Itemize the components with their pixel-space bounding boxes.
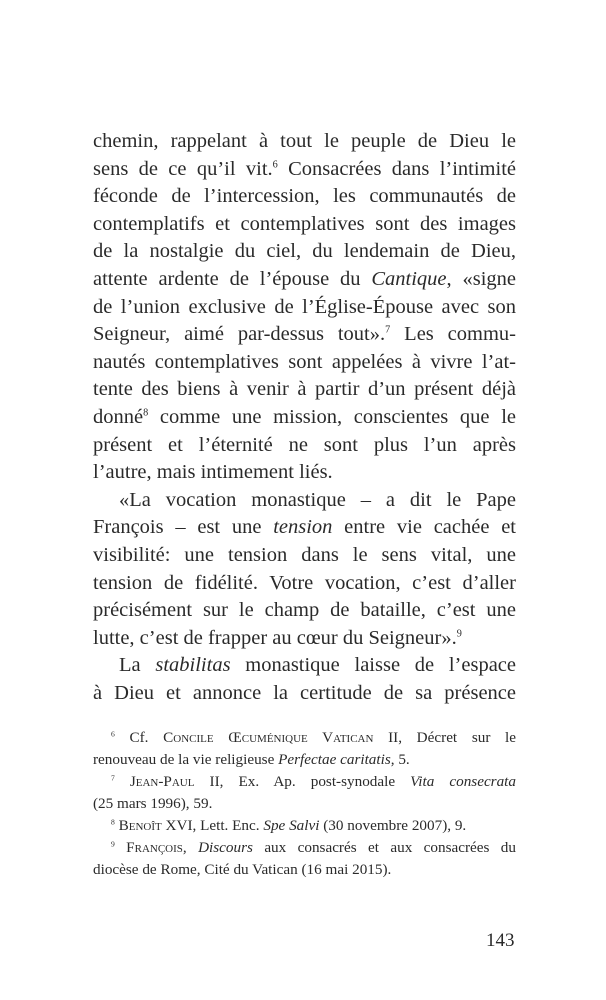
text-line [93,294,516,322]
text-line [93,815,516,837]
text-line [93,771,516,793]
text-segment: «La vocation monastique – a dit le Pape [119,488,516,511]
text-segment: , 5. [390,751,410,768]
text-line [93,156,516,184]
italic-text: stabilitas [155,654,231,677]
text-line [93,376,516,404]
text-segment: , [182,839,199,856]
text-segment: lutte, c’est de frapper au cœur du Seigneur». [93,626,457,649]
text-segment: de l’union exclusive de l’Église-Épouse avec son [93,295,516,318]
text-segment: Seigneur, aimé par-dessus tout». [93,323,386,346]
text-segment: tension de fidélité. Votre vocation, c’est d’aller [93,571,516,594]
footnote-marker: 6 [111,729,115,739]
text-line [93,570,516,598]
text-segment: visibilité: une tension dans le sens vital, une [93,543,516,566]
italic-text: Discours [198,839,253,856]
text-segment: II, Décret sur le [373,729,517,746]
text-segment: tente des biens à venir à partir d’un présent déjà [93,378,516,401]
text-line [93,432,516,460]
text-line [93,793,516,815]
footnote-marker: 8 [143,407,149,419]
text-line [93,727,516,749]
text-segment: comme une mission, conscientes que le [148,405,516,428]
text-segment: monastique laisse de l’espace [230,654,516,677]
text-segment: précisément sur le champ de bataille, c’est une [93,599,516,622]
italic-text: Spe Salvi [263,817,320,834]
footnote-marker: 9 [456,628,462,639]
text-line [93,183,516,211]
text-segment: Consacrées dans l’intimité [277,157,516,180]
footnote-marker: 7 [385,324,391,336]
page-number: 143 [486,930,515,951]
text-line [93,266,516,294]
footnotes [93,727,516,881]
text-segment: sens de ce qu’il vit. [93,157,273,180]
italic-text: Vita consecrata [410,773,516,790]
text-segment: La [119,654,156,677]
text-segment: Cf. [114,729,164,746]
text-segment: aux consacrés et aux consacrées du [252,839,516,856]
text-line [93,514,516,542]
text-segment: XVI, Lett. Enc. [161,817,264,834]
footnote [93,771,516,815]
text-segment: de la nostalgie du ciel, du lendemain de Dieu, [93,240,516,263]
text-segment: féconde de l’intercession, les communautés de [93,185,516,208]
paragraph [93,128,516,487]
text-segment [115,839,126,856]
small-caps-text: Benoît [118,817,162,834]
text-line [93,128,516,156]
footnote [93,815,516,837]
text-line [93,542,516,570]
footnote-marker: 9 [111,839,115,849]
text-segment: diocèse de Rome, Cité du Vatican (16 mai 2015). [93,861,392,878]
text-segment: à Dieu et annonce la certitude de sa présence [93,681,516,704]
text-segment: donné [93,405,144,428]
footnote-marker: 7 [111,773,115,783]
text-line [93,238,516,266]
small-caps-text: François [126,839,183,856]
paragraph [93,652,516,707]
text-line [93,321,516,349]
italic-text: Cantique [371,267,447,290]
text-segment: (30 novembre 2007), 9. [319,817,467,834]
text-line [93,597,516,625]
footnote-marker: 6 [272,158,278,170]
small-caps-text: Jean-Paul [129,773,195,790]
text-segment: Les commu- [390,323,516,346]
text-segment: II, Ex. Ap. post-synodale [194,773,411,790]
text-line [93,625,516,653]
text-line [93,404,516,432]
footnote [93,837,516,881]
text-line [93,652,516,680]
footnote-marker: 8 [111,817,115,827]
italic-text: Perfectae caritatis [278,751,391,768]
text-segment: nautés contemplatives sont appelées à vivre l’at- [93,350,516,373]
text-line [93,859,516,881]
text-line [93,349,516,377]
text-line [93,680,516,708]
text-line [93,459,516,487]
text-line [93,211,516,239]
text-line [93,487,516,515]
text-segment: contemplatifs et contemplatives sont des images [93,212,516,235]
text-segment: présent et l’éternité ne sont plus l’un après [93,433,516,456]
italic-text: tension [273,516,333,539]
body-text [93,128,516,707]
text-segment: , «signe [446,267,516,290]
text-segment: renouveau de la vie religieuse [93,751,279,768]
text-line [93,749,516,771]
text-segment: attente ardente de l’épouse du [93,267,372,290]
text-segment: François – est une [93,516,274,539]
text-segment [115,773,130,790]
text-segment: chemin, rappelant à tout le peuple de Dieu le [93,130,516,152]
text-segment: (25 mars 1996), 59. [93,795,213,812]
small-caps-text: Concile Œcuménique Vatican [163,729,374,746]
footnote [93,727,516,771]
text-segment: l’autre, mais intimement liés. [93,461,333,484]
text-line [93,837,516,859]
text-segment: entre vie cachée et [332,516,516,539]
paragraph [93,487,516,653]
